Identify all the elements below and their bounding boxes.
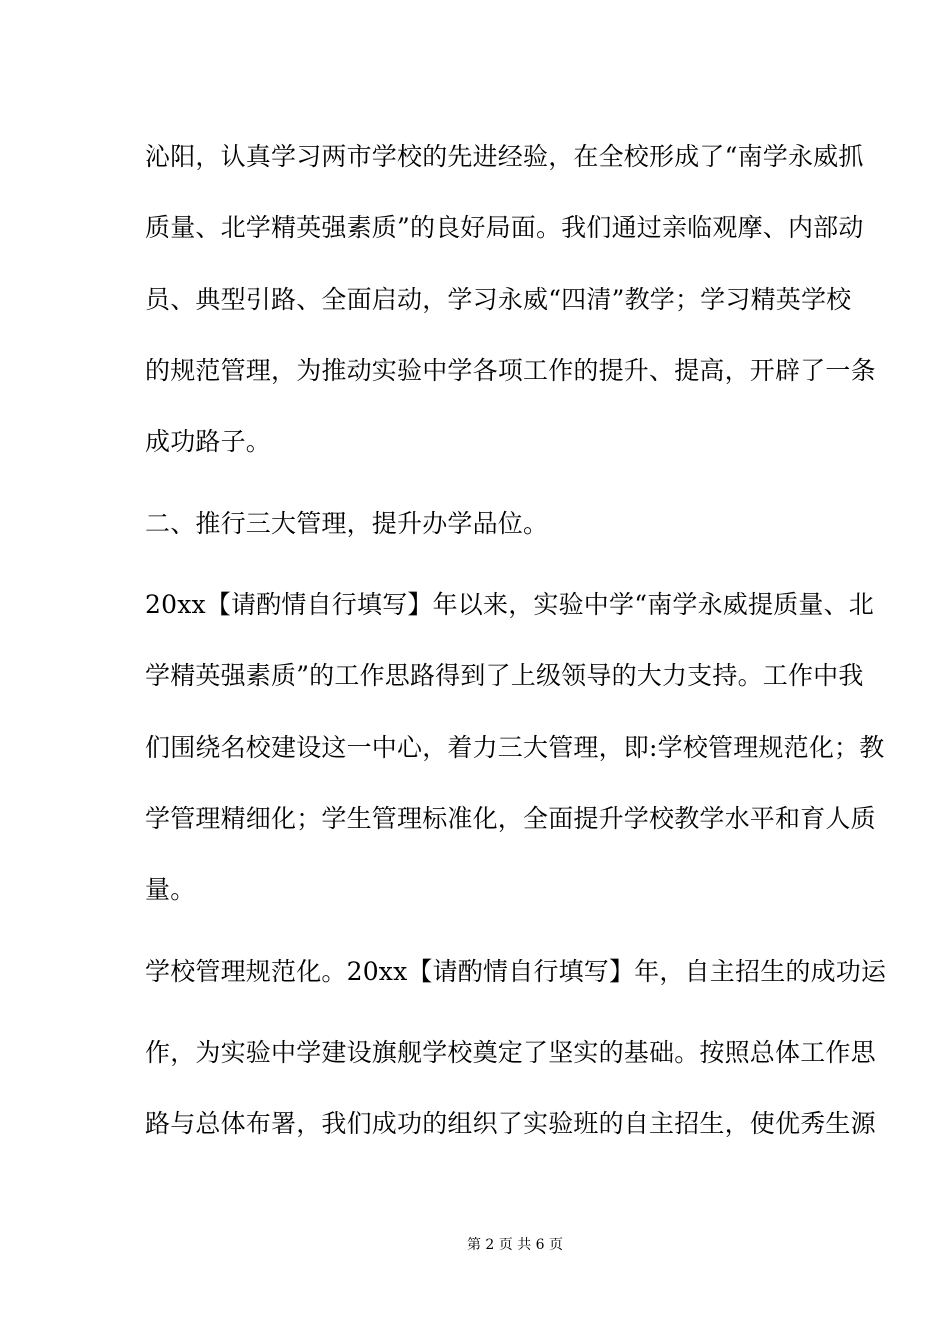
body-text-line: 作，为实验中学建设旗舰学校奠定了坚实的基础。按照总体工作思 <box>145 1038 876 1067</box>
body-text-line: 员、典型引路、全面启动，学习永威“四清”教学；学习精英学校 <box>145 285 852 314</box>
body-text-line: 们围绕名校建设这一中心，着力三大管理，即:学校管理规范化；教 <box>145 733 885 762</box>
body-text-line: 质量、北学精英强素质”的良好局面。我们通过亲临观摩、内部动 <box>145 213 864 242</box>
body-text-line: 沁阳，认真学习两市学校的先进经验，在全校形成了“南学永威抓 <box>145 142 864 171</box>
page-number-footer: 第 2 页 共 6 页 <box>466 1237 564 1253</box>
body-text-line: 路与总体布署，我们成功的组织了实验班的自主招生，使优秀生源 <box>145 1109 876 1138</box>
section-heading: 二、推行三大管理，提升办学品位。 <box>145 509 549 538</box>
body-text-line: 学精英强素质”的工作思路得到了上级领导的大力支持。工作中我 <box>145 661 864 690</box>
body-text-line: 量。 <box>145 875 196 904</box>
body-text-line: 成功路子。 <box>145 427 272 456</box>
body-text-line: 学管理精细化；学生管理标准化，全面提升学校教学水平和育人质 <box>145 804 876 833</box>
body-text-line: 20xx【请酌情自行填写】年以来，实验中学“南学永威提质量、北 <box>145 590 874 619</box>
body-text-line: 的规范管理，为推动实验中学各项工作的提升、提高，开辟了一条 <box>145 356 876 385</box>
body-text-line: 学校管理规范化。20xx【请酌情自行填写】年，自主招生的成功运 <box>145 957 887 986</box>
